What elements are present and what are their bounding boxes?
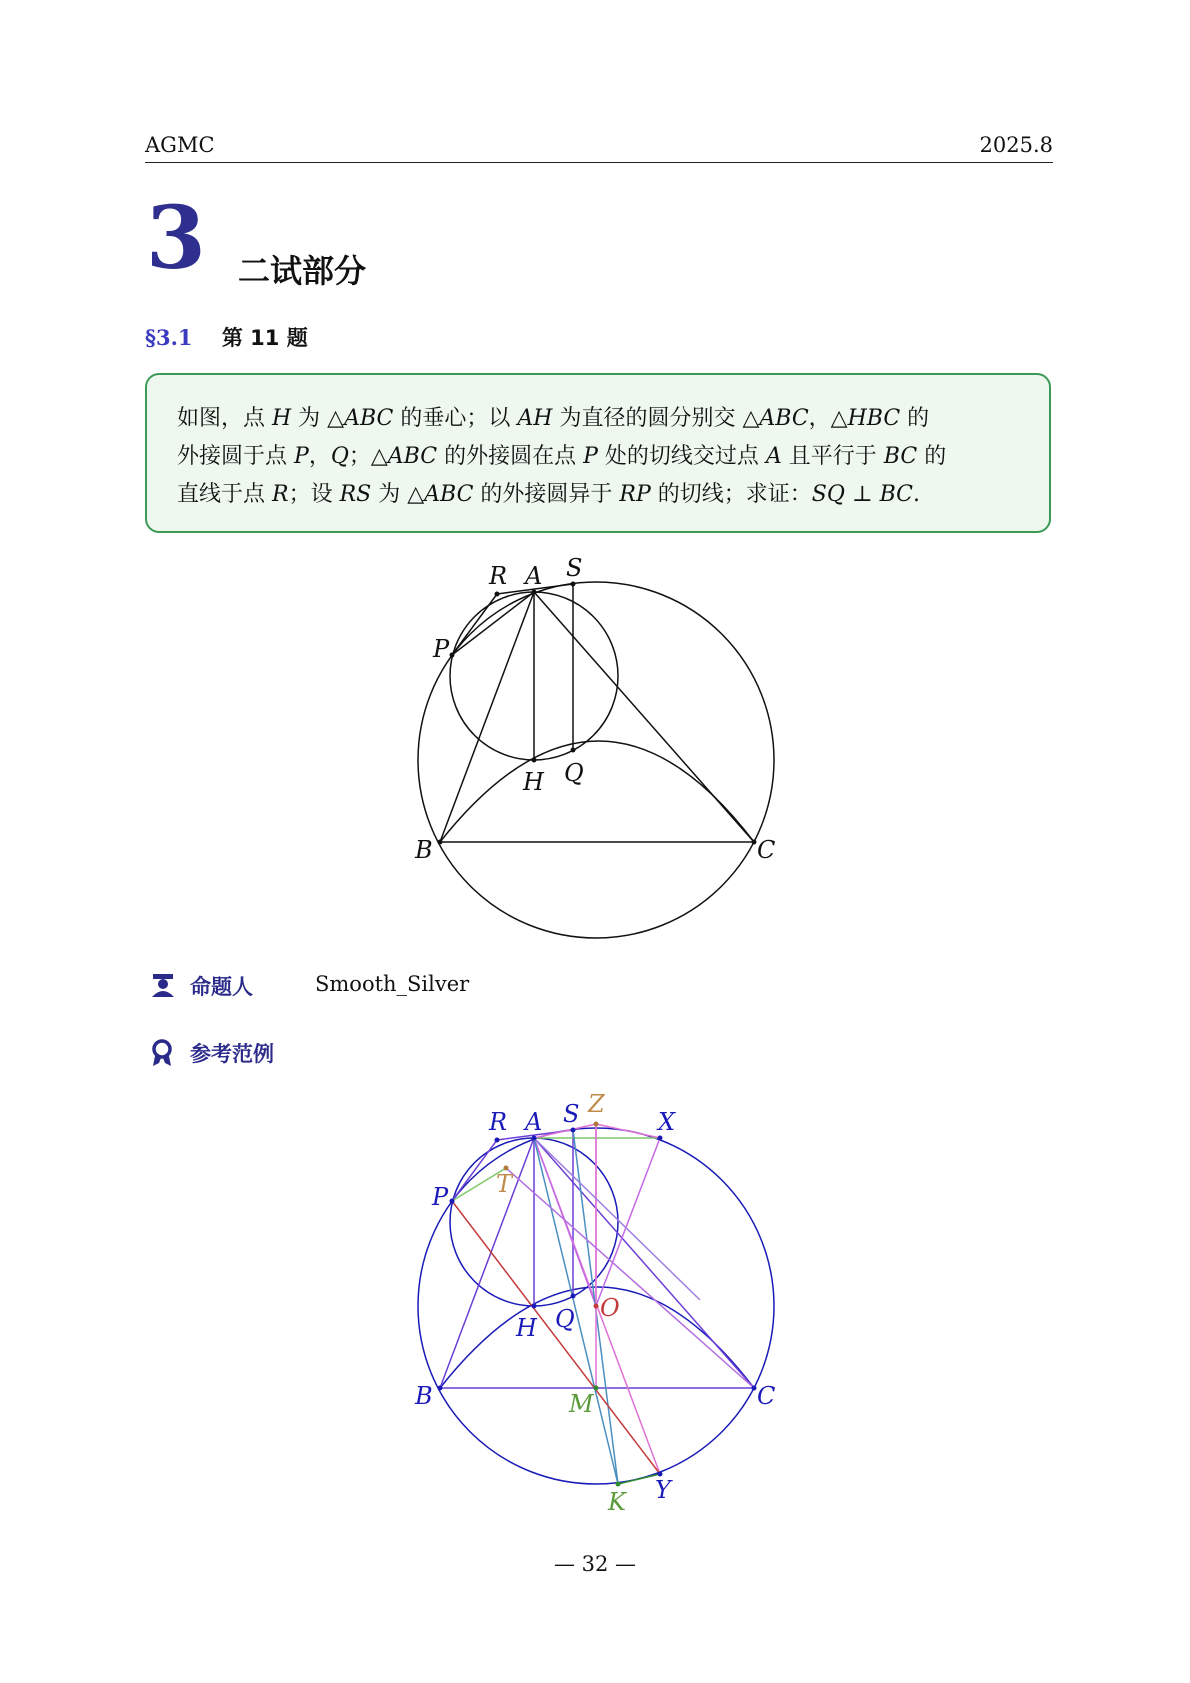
math-symbol: RP <box>619 482 651 507</box>
label-r: R <box>489 562 508 590</box>
section-number: §3.1 <box>145 325 193 350</box>
label-q: Q <box>564 759 584 787</box>
line-xy <box>596 1138 660 1306</box>
chapter-number: 3 <box>146 188 206 289</box>
math-symbol: Q <box>330 444 349 469</box>
line-ky <box>618 1474 660 1484</box>
label-q: Q <box>555 1305 575 1333</box>
label-b: B <box>415 1382 433 1410</box>
chapter-title: 二试部分 <box>238 252 367 290</box>
line-zx <box>596 1124 660 1138</box>
line-tc <box>506 1168 754 1388</box>
label-b: B <box>415 836 433 864</box>
tangent-rp <box>452 1140 497 1201</box>
math-symbol: ABC <box>344 406 394 431</box>
math-symbol: BC <box>883 444 918 469</box>
math-symbol: HBC <box>847 406 901 431</box>
label-s: S <box>566 554 583 582</box>
math-symbol: R <box>272 482 289 507</box>
math-symbol: BC <box>879 482 914 507</box>
math-symbol: ABC <box>424 482 474 507</box>
label-r: R <box>489 1108 508 1136</box>
section-title: 第 11 题 <box>221 326 308 350</box>
label-k: K <box>608 1488 626 1516</box>
label-z: Z <box>588 1090 605 1118</box>
math-symbol: P <box>294 444 309 469</box>
reference-label: 参考范例 <box>190 1042 274 1066</box>
label-h: H <box>516 1314 537 1342</box>
label-c: C <box>757 836 776 864</box>
problem-line-1: 如图，点 H 为 △ABC 的垂心；以 AH 为直径的圆分别交 △ABC，△HBC 的 <box>177 406 930 431</box>
line-ab-extra <box>534 1138 700 1300</box>
math-symbol: H <box>272 406 292 431</box>
label-t: T <box>496 1170 513 1198</box>
label-a: A <box>525 562 543 590</box>
math-symbol: ABC <box>759 406 809 431</box>
label-y: Y <box>655 1476 671 1504</box>
segment-ac <box>534 1138 754 1388</box>
math-symbol: AH <box>517 406 553 431</box>
label-o: O <box>600 1294 620 1322</box>
label-x: X <box>658 1108 676 1136</box>
credit-label: 命题人 <box>190 975 253 999</box>
line-py <box>452 1201 660 1474</box>
math-symbol: ABC <box>387 444 438 469</box>
math-symbol: RS <box>339 482 372 507</box>
line-ao <box>534 1138 596 1306</box>
segment-ab <box>440 1138 534 1388</box>
label-p: P <box>432 1183 449 1211</box>
header-left: AGMC <box>145 133 215 157</box>
label-c: C <box>757 1382 776 1410</box>
math-symbol: P <box>583 444 598 469</box>
math-symbol: SQ <box>811 482 845 507</box>
page-number: — 32 — <box>553 1552 637 1576</box>
header-right: 2025.8 <box>979 133 1053 157</box>
label-a: A <box>525 1108 543 1136</box>
label-s: S <box>563 1100 580 1128</box>
label-p: P <box>433 635 450 663</box>
math-symbol: A <box>765 444 782 469</box>
problem-line-2: 外接圆于点 P，Q；△ABC 的外接圆在点 P 处的切线交过点 A 且平行于 BC 的 <box>177 444 947 469</box>
label-m: M <box>569 1390 594 1418</box>
problem-line-3: 直线于点 R；设 RS 为 △ABC 的外接圆异于 RP 的切线；求证：SQ ⊥ BC. <box>177 482 921 507</box>
label-h: H <box>523 768 544 796</box>
credit-author: Smooth_Silver <box>315 972 470 996</box>
